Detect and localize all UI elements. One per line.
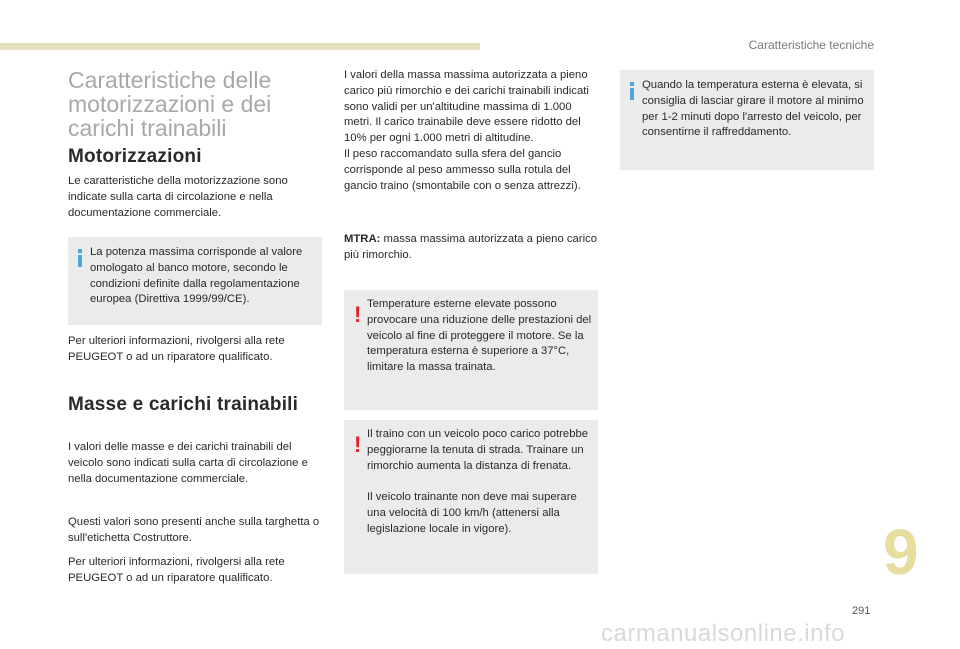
warning-icon: ! (354, 302, 362, 327)
masses-p1: I valori delle masse e dei carichi trainabili del veicolo sono indicati sulla carta di circolazione e nella documentazione commerciale. (68, 441, 308, 485)
engine-cooling-info: Quando la temperatura esterna è elevata, si consiglia di lasciar girare il motore al minimo per 1-2 minuti dopo l'arresto del veicolo, per consentirne il raffreddamento. (642, 79, 864, 139)
hitch-weight-text: Il peso raccomandato sulla sfera del gancio corrisponde al peso ammesso sulla rotula del gancio traino (smontabile con o senza attrezzi). (344, 147, 581, 192)
middle-column (344, 68, 600, 194)
mtra-definition (344, 232, 600, 264)
section-header: Caratteristiche tecniche (748, 38, 874, 52)
chapter-number: 9 (883, 516, 919, 588)
page-title: Caratteristiche delle motorizzazioni e dei carichi trainabili (68, 67, 272, 141)
warning-box-temperature (344, 290, 598, 410)
temperature-warning: Temperature esterne elevate possono provocare una riduzione delle prestazioni del veicolo al fine di proteggere il motore. Se la temperatura esterna è superiore a 37°C, limitare la massa trainata. (367, 298, 592, 374)
engines-heading: Motorizzazioni (68, 146, 202, 167)
info-icon (630, 82, 634, 100)
engines-note: La potenza massima corrisponde al valore omologato al banco motore, secondo le condizioni definite dalla regolamentazione europea (Direttiva 1999/99/CE). (90, 246, 303, 306)
right-info-box (620, 70, 874, 170)
top-accent-bar (0, 43, 480, 50)
watermark-text: carmanualsonline.info (601, 620, 845, 647)
masses-p2: Questi valori sono presenti anche sulla targhetta o sull'etichetta Costruttore. (68, 516, 320, 544)
altitude-text: I valori della massa massima autorizzata a pieno carico più rimorchio e dei carichi trainabili indicati sono validi per un'altitudine massima di 1.000 metri. Il carico trainabile deve essere ridotto del 10% per ogni 1.000 metri di altitudine. (344, 69, 589, 145)
engines-info-box (68, 237, 322, 325)
mtra-text: massa massima autorizzata a pieno carico più rimorchio. (344, 233, 598, 261)
warning-box-towing (344, 420, 598, 574)
left-column (68, 68, 324, 140)
engines-intro: Le caratteristiche della motorizzazione sono indicate sulla carta di circolazione e nella documentazione commerciale. (68, 175, 288, 219)
masses-heading: Masse e carichi trainabili (68, 394, 299, 415)
engines-section (68, 146, 324, 168)
engines-more-info: Per ulteriori informazioni, rivolgersi alla rete PEUGEOT o ad un riparatore qualificato. (68, 335, 285, 363)
masses-p3: Per ulteriori informazioni, rivolgersi alla rete PEUGEOT o ad un riparatore qualificato. (68, 556, 285, 584)
mtra-label: MTRA: (344, 233, 381, 245)
towing-warning-a: Il traino con un veicolo poco carico potrebbe peggiorarne la tenuta di strada. Trainare un rimorchio aumenta la distanza di frenata. (367, 428, 589, 472)
page-number: 291 (852, 605, 871, 617)
info-icon (78, 249, 82, 267)
towing-warning-b: Il veicolo trainante non deve mai superare una velocità di 100 km/h (attenersi alla legislazione locale in vigore). (367, 491, 577, 535)
warning-icon: ! (354, 432, 362, 457)
